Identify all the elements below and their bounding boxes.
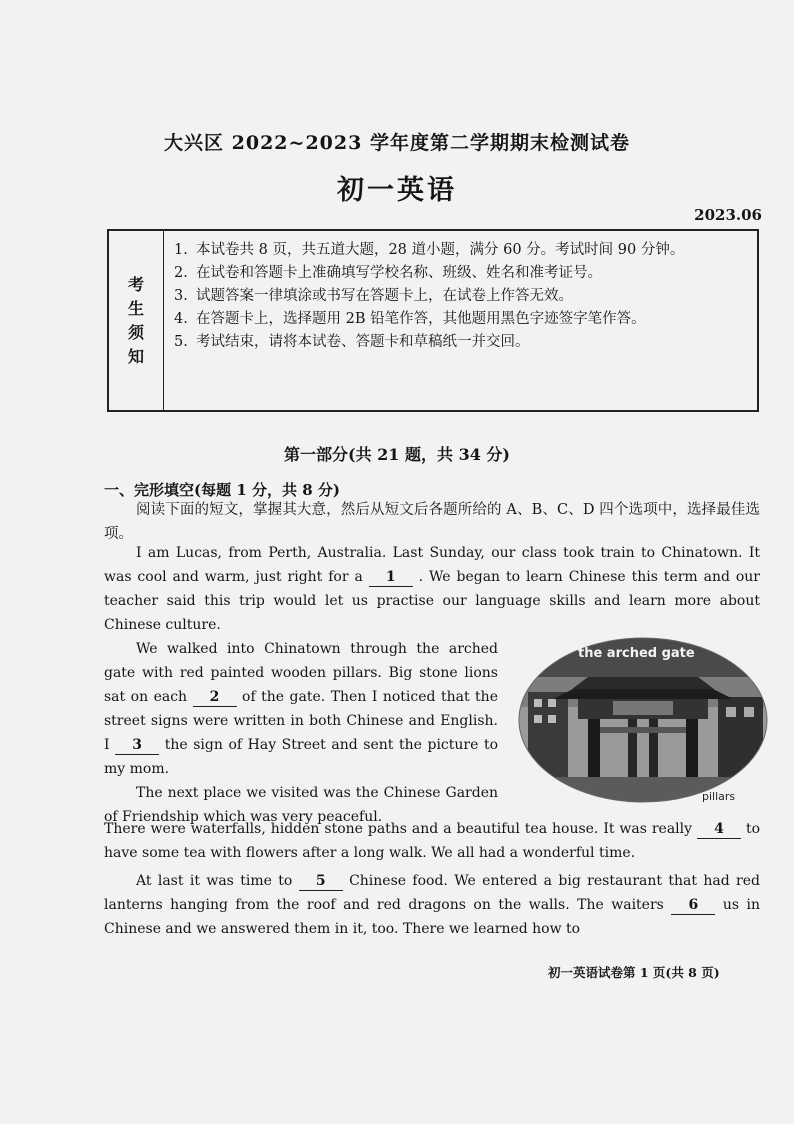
notice-item	[174, 331, 747, 354]
passage-text: us in Chinese and we answered them in it, too. There we learned how to	[104, 897, 760, 937]
chinatown-gate-photo	[518, 637, 768, 803]
notice-item	[174, 308, 747, 331]
passage-text: At last it was time to	[136, 873, 293, 889]
section-title: 一、完形填空(每题 1 分，共 8 分)	[104, 481, 340, 499]
cloze-blank-4: 4	[697, 820, 741, 839]
photo-label-pillars: pillars	[702, 790, 736, 803]
passage-text: of the gate. Then I noticed that the street signs were written in both Chinese and English. I	[104, 689, 498, 753]
notice-list	[164, 231, 757, 410]
notice-item-text: 在试卷和答题卡上准确填写学校名称、班级、姓名和准考证号。	[196, 265, 602, 281]
notice-item-number: 1.	[174, 242, 188, 258]
passage-text: I am Lucas, from Perth, Australia. Last Sunday, our class took train to Chinatown. It was cool and warm, just right for a	[104, 545, 760, 585]
part-title: 第一部分(共 21 题，共 34 分)	[284, 445, 510, 464]
passage-text: . We began to learn Chinese this term and our teacher said this trip would let us practise our language skills and learn more about Chinese culture.	[104, 569, 760, 633]
passage-text: the sign of Hay Street and sent the picture to my mom.	[104, 737, 499, 777]
passage-text: to have some tea with flowers after a long walk. We all had a wonderful time.	[104, 821, 760, 861]
exam-notice-box	[107, 229, 759, 412]
page-footer: 初一英语试卷第 1 页(共 8 页)	[548, 965, 720, 980]
notice-item	[174, 262, 747, 285]
passage-paragraph-1	[104, 541, 760, 637]
notice-item-number: 5.	[174, 334, 188, 350]
notice-item	[174, 285, 747, 308]
notice-item-number: 3.	[174, 288, 188, 304]
cloze-blank-6: 6	[671, 896, 715, 915]
section-instruction: 阅读下面的短文，掌握其大意，然后从短文后各题所给的 A、B、C、D 四个选项中，选择最佳选项。	[104, 502, 760, 542]
notice-label-char: 生	[127, 298, 144, 318]
cloze-blank-3: 3	[115, 736, 159, 755]
passage-paragraph-3	[104, 817, 760, 941]
passage-text: We walked into Chinatown through the arched gate with red painted wooden pillars. Big stone lions sat on each	[104, 641, 498, 705]
notice-item	[174, 239, 747, 262]
notice-label	[109, 231, 164, 410]
cloze-blank-1: 1	[369, 568, 413, 587]
notice-item-number: 2.	[174, 265, 188, 281]
notice-item-text: 考试结束，请将本试卷、答题卡和草稿纸一并交回。	[196, 334, 530, 350]
notice-label-char: 须	[127, 322, 144, 342]
notice-item-number: 4.	[174, 311, 188, 327]
notice-label-char: 考	[127, 274, 144, 294]
passage-paragraph-2	[104, 637, 498, 829]
exam-subject: 初一英语	[337, 175, 457, 206]
notice-item-text: 在答题卡上，选择题用 2B 铅笔作答，其他题用黑色字迹签字笔作答。	[196, 311, 646, 327]
exam-title: 大兴区 2022~2023 学年度第二学期期末检测试卷	[164, 132, 630, 154]
notice-item-text: 试题答案一律填涂或书写在答题卡上，在试卷上作答无效。	[196, 288, 573, 304]
passage-text: The next place we visited was the Chinese Garden of Friendship which was very peaceful.	[104, 785, 498, 825]
cloze-blank-2: 2	[193, 688, 237, 707]
exam-date: 2023.06	[694, 206, 762, 224]
notice-label-char: 知	[127, 346, 144, 366]
cloze-blank-5: 5	[299, 872, 343, 891]
notice-item-text: 本试卷共 8 页，共五道大题，28 道小题，满分 60 分。考试时间 90 分钟。	[196, 242, 685, 258]
photo-label-gate: the arched gate	[578, 646, 695, 661]
passage-text: There were waterfalls, hidden stone paths and a beautiful tea house. It was really	[104, 821, 693, 837]
passage-text: Chinese food. We entered a big restaurant that had red lanterns hanging from the roof and red dragons on the walls. The waiters	[104, 873, 760, 913]
